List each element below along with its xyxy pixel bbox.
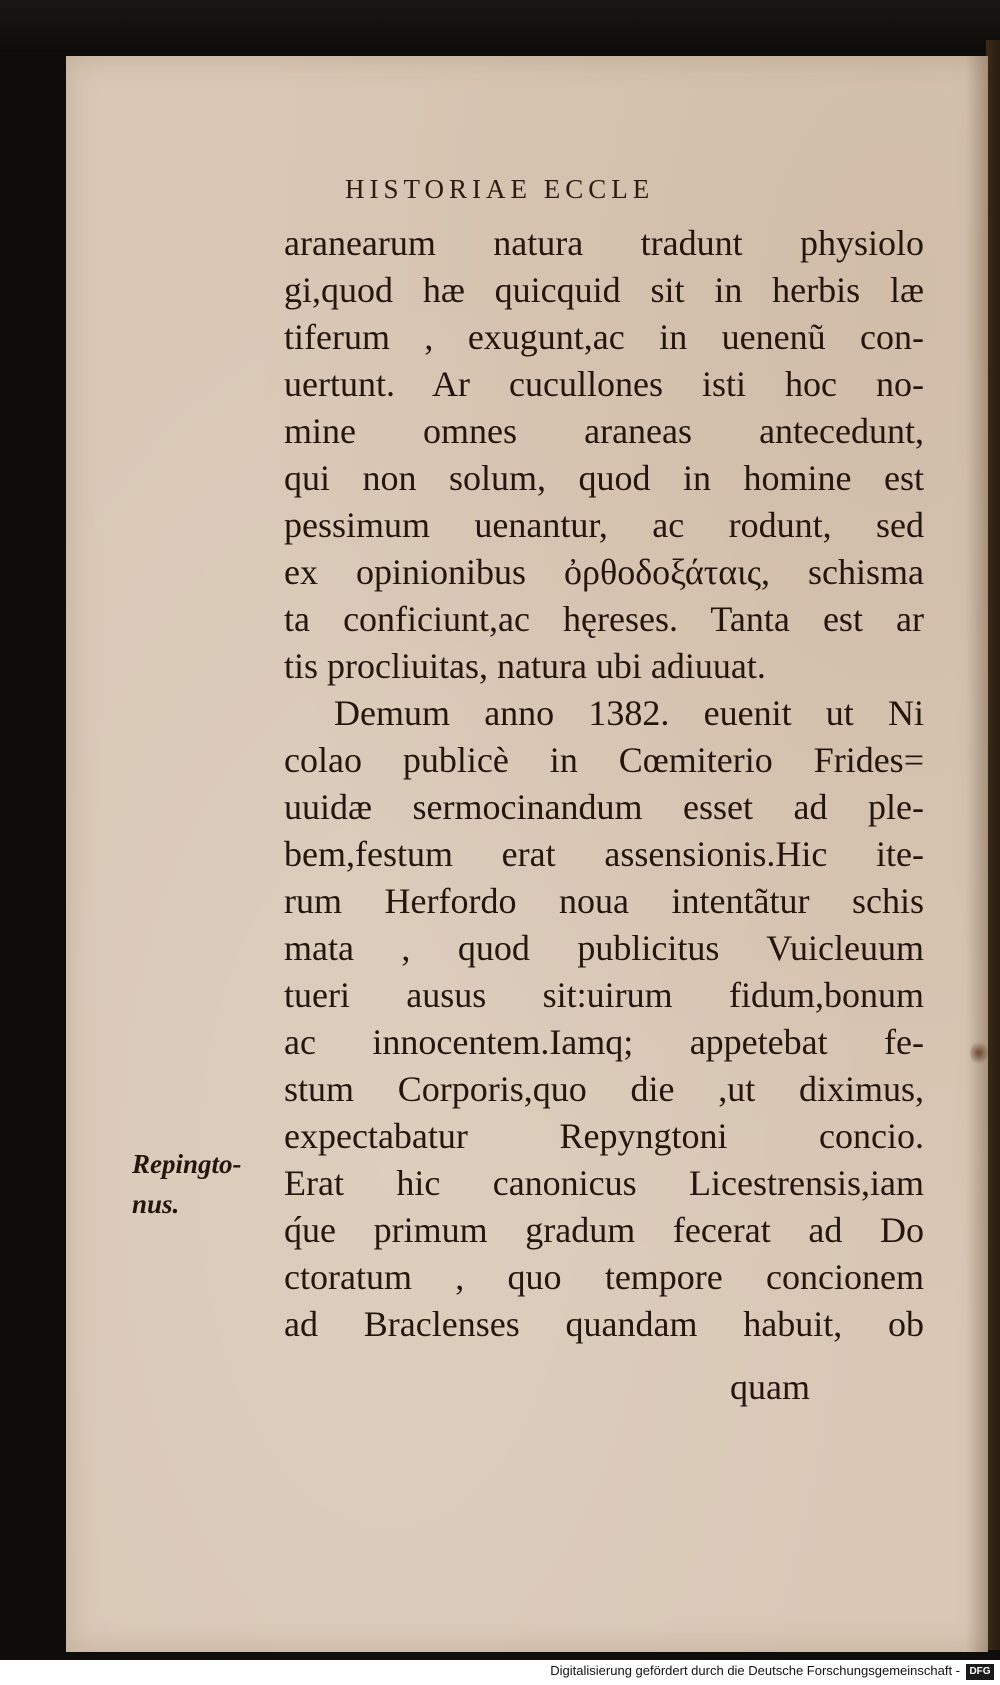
book-edge: [986, 40, 1000, 1650]
marginal-note: [132, 1144, 282, 1224]
footer-credit: Digitalisierung gefördert durch die Deutsche Forschungsgemeinschaft -: [550, 1663, 960, 1678]
text-line: aranearum natura tradunt physiolo: [284, 223, 924, 263]
text-line: ex opinionibus ὀρθοδοξάταις, schisma: [284, 552, 924, 592]
text-line: rum Herfordo noua intentãtur schis: [284, 881, 924, 921]
text-line: qui non solum, quod in homine est: [284, 458, 924, 498]
text-line: Demum anno 1382. euenit ut Ni: [334, 693, 924, 733]
ink-smudge: [970, 1040, 988, 1066]
text-line: mine omnes araneas antecedunt,: [284, 411, 924, 451]
text-line: bem,festum erat assensionis.Hic ite-: [284, 834, 924, 874]
text-line: uuidæ sermocinandum esset ad ple-: [284, 787, 924, 827]
catchword: quam: [730, 1367, 810, 1407]
text-line: q́ue primum gradum fecerat ad Do: [284, 1210, 924, 1250]
text-line: ac innocentem.Iamq; appetebat fe-: [284, 1022, 924, 1062]
text-line: pessimum uenantur, ac rodunt, sed: [284, 505, 924, 545]
text-line: uertunt. Ar cucullones isti hoc no-: [284, 364, 924, 404]
page-shadow: [966, 56, 988, 1652]
text-line: Erat hic canonicus Licestrensis,iam: [284, 1163, 924, 1203]
text-line: ad Braclenses quandam habuit, ob: [284, 1304, 924, 1344]
footer-bar: [0, 1660, 1000, 1685]
text-line: tis procliuitas, natura ubi adiuuat.: [284, 646, 766, 686]
text-line: expectabatur Repyngtoni concio.: [284, 1116, 924, 1156]
running-head: HISTORIAE ECCLE: [345, 174, 655, 204]
dfg-logo: DFG: [966, 1664, 994, 1680]
text-line: tiferum , exugunt,ac in uenenũ con-: [284, 317, 924, 357]
text-line: ta conficiunt,ac hęreses. Tanta est ar: [284, 599, 924, 639]
text-line: stum Corporis,quo die ,ut diximus,: [284, 1069, 924, 1109]
body-text: [284, 220, 924, 1348]
scan-background: [0, 0, 1000, 52]
marginal-note-line: Repingto-: [132, 1149, 242, 1179]
text-line: ctoratum , quo tempore concionem: [284, 1257, 924, 1297]
text-line: gi,quod hæ quicquid sit in herbis læ: [284, 270, 924, 310]
text-line: colao publicè in Cœmiterio Frides=: [284, 740, 924, 780]
marginal-note-line: nus.: [132, 1189, 180, 1219]
text-line: mata , quod publicitus Vuicleuum: [284, 928, 924, 968]
text-line: tueri ausus sit:uirum fidum,bonum: [284, 975, 924, 1015]
